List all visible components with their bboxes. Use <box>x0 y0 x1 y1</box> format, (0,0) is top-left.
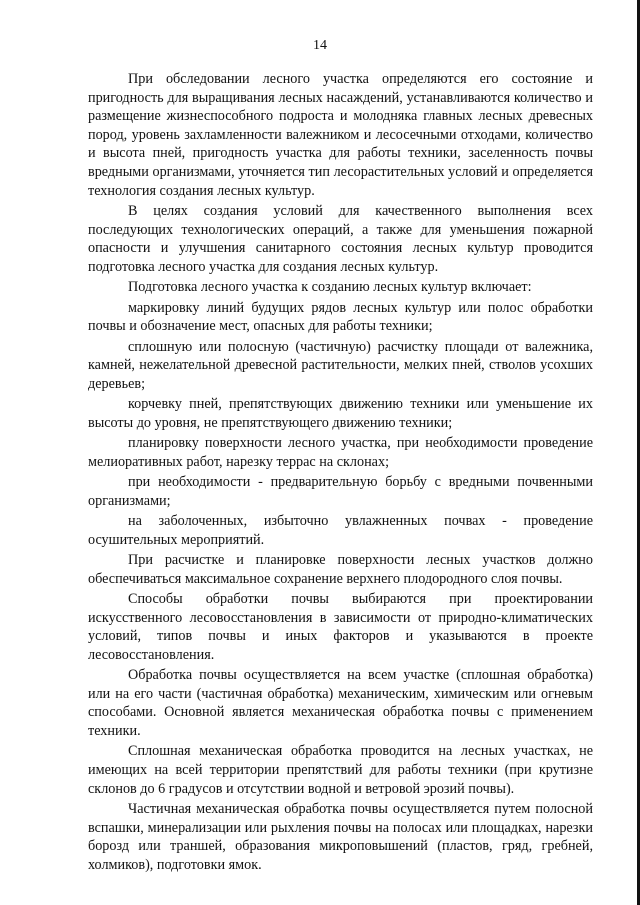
body-text <box>88 70 593 876</box>
paragraph: При обследовании лесного участка определяются его состояние и пригодность для выращивания лесных насаждений, устанавливаются количество и размещение жизнеспособного подроста и молодняка главных лесных древесных пород, уровень захламленности валежником и лесосечными отходами, количество и высота пней, пригодность участка для работы техники, заселенность почвы вредными организмами, уточняется тип лесорастительных условий и определяется технология создания лесных культур. <box>88 71 593 199</box>
list-item: маркировку линий будущих рядов лесных культур или полос обработки почвы и обозначение мест, опасных для работы техники; <box>88 299 593 335</box>
list-item: корчевку пней, препятствующих движению техники или уменьшение их высоты до уровня, не препятствующего движению техники; <box>88 396 593 431</box>
paragraph: Частичная механическая обработка почвы осуществляется путем полосной вспашки, минерализации или рыхления почвы на полосах или площадках, нарезки борозд или траншей, образования микроповышений (пластов, гряд, гребней, холмиков), подготовки ямок. <box>88 800 593 873</box>
paragraph: Способы обработки почвы выбираются при проектировании искусственного лесовосстановления в зависимости от природно-климатических условий, типов почвы и иных факторов и указываются в проекте лесовосстановления. <box>88 591 593 663</box>
page-number: 14 <box>313 38 327 53</box>
paragraph: Сплошная механическая обработка проводится на лесных участках, не имеющих на всей территории препятствий для работы техники (при крутизне склонов до 6 градусов и отсутствии водной и ветровой эрозий почвы). <box>88 743 593 797</box>
paragraph: Обработка почвы осуществляется на всем участке (сплошная обработка) или на его части (частичная обработка) механическим, химическим или огневым способами. Основной является механическая обработка почвы с применением техники. <box>88 667 593 739</box>
list-item: на заболоченных, избыточно увлажненных почвах - проведение осушительных мероприятий. <box>88 513 593 548</box>
paragraph: Подготовка лесного участка к созданию лесных культур включает: <box>128 279 532 296</box>
paragraph: В целях создания условий для качественного выполнения всех последующих технологических операций, а также для уменьшения пожарной опасности и улучшения санитарного состояния лесных культур проводится подготовка лесного участка для создания лесных культур. <box>88 202 593 275</box>
list-item: сплошную или полосную (частичную) расчистку площади от валежника, камней, нежелательной древесной растительности, мелких пней, стволов усохших деревьев; <box>88 338 593 392</box>
list-item: при необходимости - предварительную борьбу с вредными почвенными организмами; <box>88 474 593 509</box>
list-item: планировку поверхности лесного участка, при необходимости проведение мелиоративных работ, нарезку террас на склонах; <box>88 435 593 470</box>
paragraph: При расчистке и планировке поверхности лесных участков должно обеспечиваться максимальное сохранение верхнего плодородного слоя почвы. <box>88 552 593 587</box>
